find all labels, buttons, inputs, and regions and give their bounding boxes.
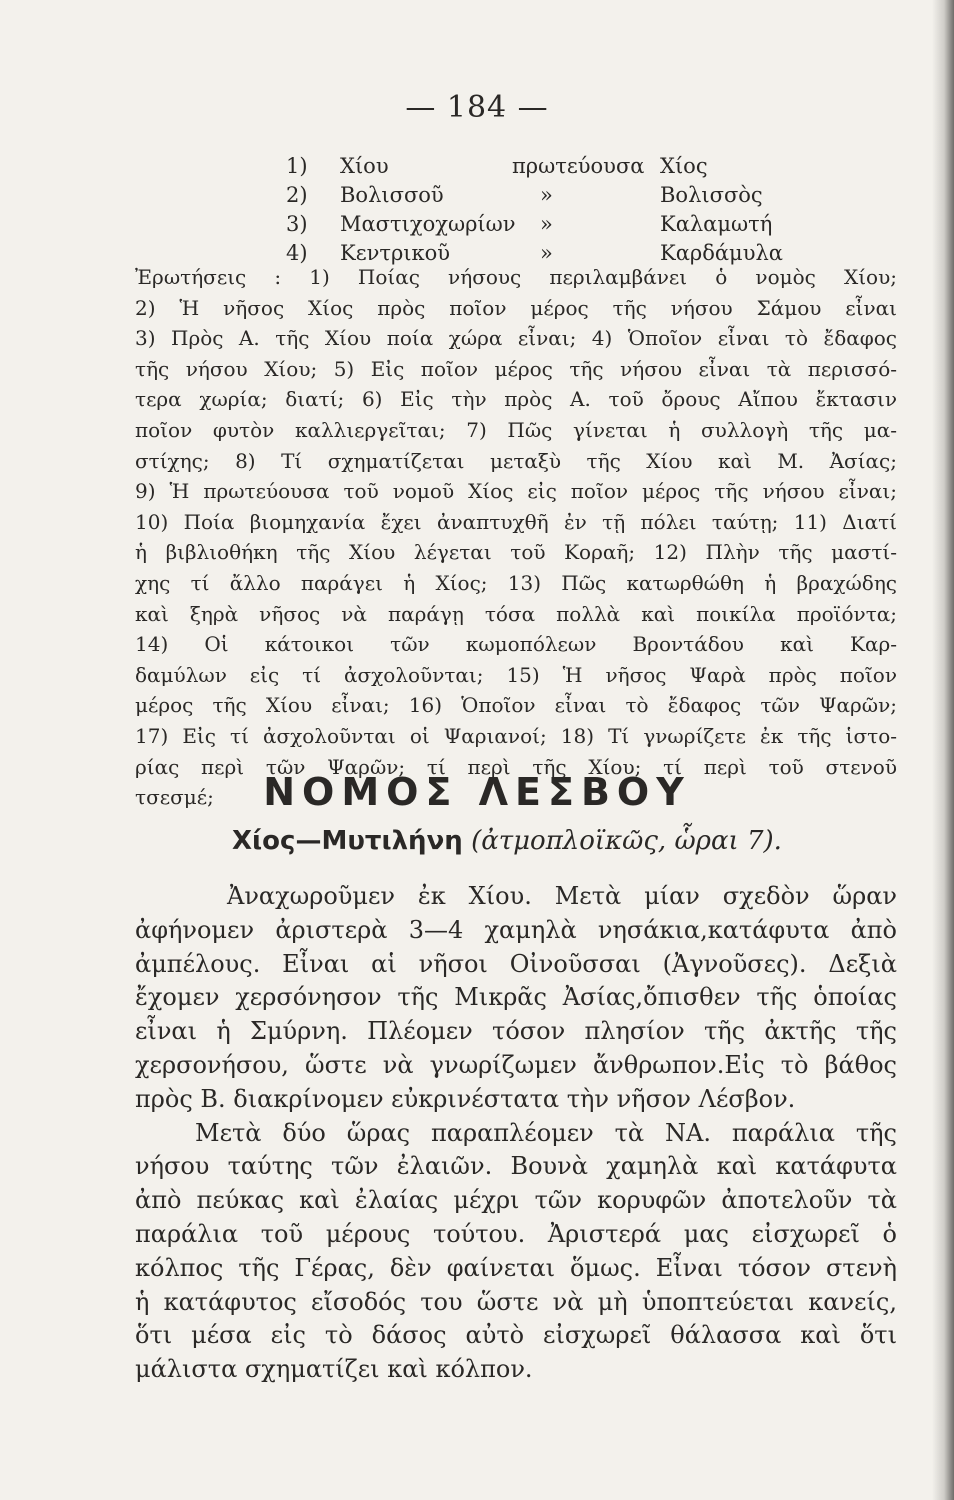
- route-details: (ἀτμοπλοϊκῶς, ὧραι 7).: [471, 826, 782, 856]
- text-line: ἀπὸ πεύκας καὶ ἐλαίας μέχρι τῶν κορυφῶν ἀποτελοῦν τὰ: [135, 1186, 897, 1215]
- text-line: 9) Ἡ πρωτεύουσα τοῦ νομοῦ Χίος εἰς ποῖον μέρος τῆς νήσου εἶναι;: [135, 479, 897, 504]
- province-row: [286, 152, 826, 181]
- text-line: ὅτι μέσα εἰς τὸ δάσος αὐτὸ εἰσχωρεῖ θάλασσα καὶ ὅτι: [135, 1321, 897, 1350]
- text-line: νήσου ταύτης τῶν ἐλαιῶν. Βουνὰ χαμηλὰ καὶ κατάφυτα: [135, 1152, 897, 1181]
- province-capital: Καρδάμυλα: [660, 241, 783, 265]
- text-line: 14) Οἱ κάτοικοι τῶν κωμοπόλεων Βροντάδου καὶ Καρ-: [135, 632, 897, 657]
- province-name: Βολισσοῦ: [340, 183, 444, 207]
- province-name: Μαστιχοχωρίων: [340, 212, 516, 236]
- text-line: στίχης; 8) Τί σχηματίζεται μεταξὺ τῆς Χίου καὶ Μ. Ἀσίας;: [135, 448, 897, 473]
- text-line: ποῖον φυτὸν καλλιεργεῖται; 7) Πῶς γίνεται ἡ συλλογὴ τῆς μα-: [135, 417, 897, 442]
- questions-paragraph: [135, 262, 897, 813]
- text-line: δαμύλων εἰς τί ἀσχολοῦνται; 15) Ἡ νῆσος Ψαρὰ πρὸς ποῖον: [135, 662, 897, 687]
- text-line: τσεσμέ;: [135, 785, 214, 810]
- ditto-mark: »: [540, 183, 553, 207]
- text-line: χερσονήσου, ὥστε νὰ γνωρίζωμεν ἄνθρωπον.Εἰς τὸ βάθος: [135, 1050, 897, 1079]
- province-name: Κεντρικοῦ: [340, 241, 451, 265]
- text-line: ἡ κατάφυτος εἴσοδός του ὥστε νὰ μὴ ὑποπτεύεται κανείς,: [135, 1287, 897, 1316]
- text-line: ἀμπέλους. Εἶναι αἱ νῆσοι Οἰνοῦσσαι (Ἀγνοῦσες). Δεξιὰ: [135, 949, 897, 978]
- text-line: ἡ βιβλιοθήκη τῆς Χίου λέγεται τοῦ Κοραῆ; 12) Πλὴν τῆς μαστί-: [135, 540, 897, 565]
- province-number: 4): [286, 241, 308, 265]
- text-line: Ἐρωτήσεις : 1) Ποίας νήσους περιλαμβάνει ὁ νομὸς Χίου;: [135, 265, 897, 289]
- text-line: 17) Εἰς τί ἀσχολοῦνται οἱ Ψαριανοί; 18) Τί γνωρίζετε ἐκ τῆς ἱστο-: [135, 723, 897, 748]
- text-line: μέρος τῆς Χίου εἶναι; 16) Ὁποῖον εἶναι τὸ ἔδαφος τῶν Ψαρῶν;: [135, 693, 897, 718]
- text-line: ρίας περὶ τῶν Ψαρῶν; τί περὶ τῆς Χίου; τί περὶ τοῦ στενοῦ: [135, 754, 897, 779]
- page-spine-shadow: [932, 0, 954, 1500]
- text-line: τερα χωρία; διατί; 6) Εἰς τὴν πρὸς Α. τοῦ ὄρους Αἴπου ἔκτασιν: [135, 387, 897, 412]
- provinces-table: [286, 152, 826, 268]
- province-name: Χίου: [340, 154, 389, 178]
- text-line: χης τί ἄλλο παράγει ἡ Χίος; 13) Πῶς κατωρθώθη ἡ βραχώδης: [135, 570, 897, 595]
- text-line: 3) Πρὸς Α. τῆς Χίου ποία χώρα εἶναι; 4) Ὁποῖον εἶναι τὸ ἔδαφος: [135, 326, 897, 351]
- capital-header: πρωτεύουσα: [512, 154, 645, 178]
- text-line: κόλπος τῆς Γέρας, δὲν φαίνεται ὅμως. Εἶναι τόσον στενὴ: [135, 1253, 897, 1282]
- text-line: τῆς νήσου Χίου; 5) Εἰς ποῖον μέρος τῆς νήσου εἶναι τὰ περισσό-: [135, 356, 897, 381]
- section-title: ΝΟΜΟΣ ΛΕΣΒΟΥ: [263, 770, 691, 814]
- province-capital: Καλαμωτή: [660, 212, 773, 236]
- text-line: εἶναι ἡ Σμύρνη. Πλέομεν τόσον πλησίον τῆς ἀκτῆς τῆς: [135, 1017, 897, 1046]
- text-line: παράλια τοῦ μέρους τούτου. Ἀριστερά μας εἰσχωρεῖ ὁ: [135, 1219, 897, 1248]
- text-line: πρὸς Β. διακρίνομεν εὐκρινέστατα τὴν νῆσον Λέσβον.: [135, 1084, 796, 1113]
- text-line: ἔχομεν χερσόνησον τῆς Μικρᾶς Ἀσίας,ὄπισθεν τῆς ὁποίας: [135, 983, 897, 1012]
- body-paragraph: [135, 880, 897, 1387]
- province-row: [286, 181, 826, 210]
- text-line: μάλιστα σχηματίζει καὶ κόλπον.: [135, 1355, 533, 1384]
- page-number: — 184 —: [405, 90, 549, 125]
- text-line: 10) Ποία βιομηχανία ἔχει ἀναπτυχθῆ ἐν τῇ πόλει ταύτῃ; 11) Διατί: [135, 509, 897, 534]
- text-line: 2) Ἡ νῆσος Χίος πρὸς ποῖον μέρος τῆς νήσου Σάμου εἶναι: [135, 295, 897, 320]
- ditto-mark: »: [540, 212, 553, 236]
- route-heading: [232, 826, 782, 856]
- text-line: ἀφήνομεν ἀριστερὰ 3—4 χαμηλὰ νησάκια,κατάφυτα ἀπὸ: [135, 915, 897, 944]
- text-line: καὶ ξηρὰ νῆσος νὰ παράγῃ τόσα πολλὰ καὶ ποικίλα προϊόντα;: [135, 601, 897, 626]
- province-number: 3): [286, 212, 308, 236]
- province-capital: Βολισσὸς: [660, 183, 763, 207]
- province-number: 1): [286, 154, 308, 178]
- province-row: [286, 210, 826, 239]
- text-line: Ἀναχωροῦμεν ἐκ Χίου. Μετὰ μίαν σχεδὸν ὥραν: [227, 882, 897, 910]
- province-number: 2): [286, 183, 308, 207]
- ditto-mark: »: [540, 241, 553, 265]
- text-line: Μετὰ δύο ὥρας παραπλέομεν τὰ ΝΑ. παράλια τῆς: [195, 1118, 897, 1147]
- province-capital: Χίος: [660, 154, 708, 178]
- route-name: Χίος—Μυτιλήνη: [232, 826, 463, 856]
